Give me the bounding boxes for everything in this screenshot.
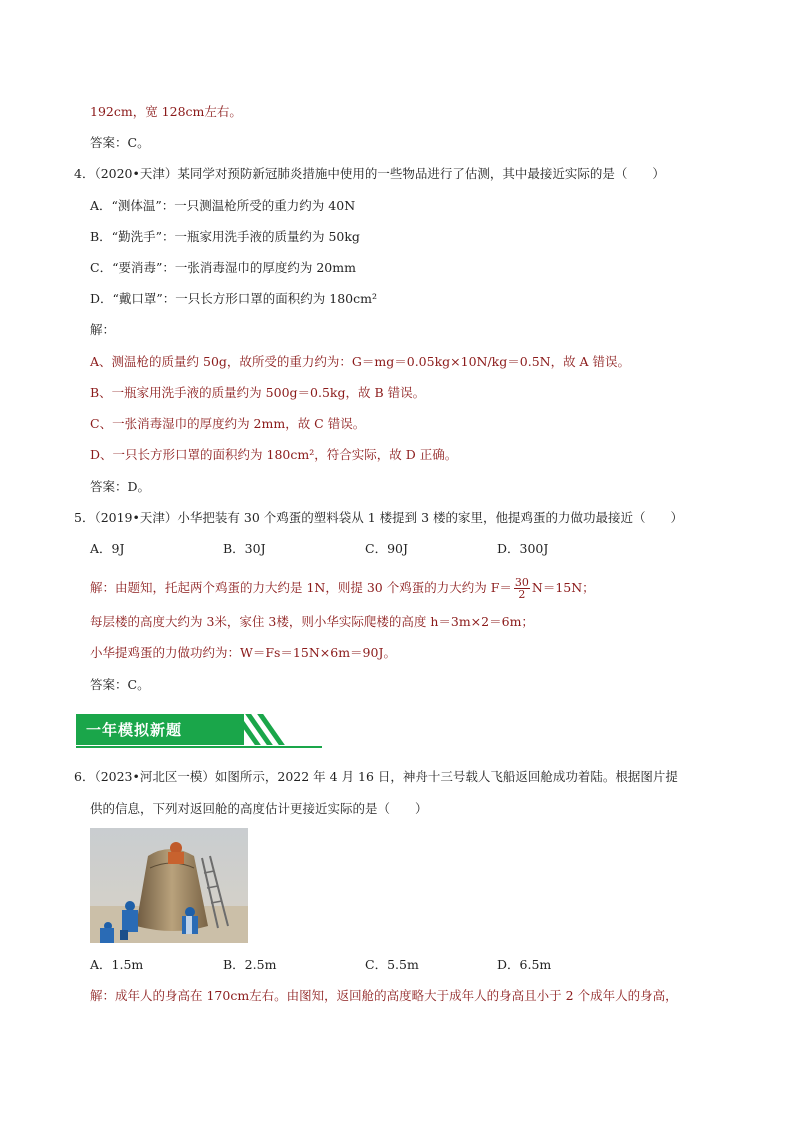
section-title: 一年模拟新题	[86, 721, 183, 739]
q4-option-c: C．“要消毒”：一张消毒湿巾的厚度约为 20mm	[90, 260, 356, 275]
q5-solution-line1	[90, 577, 595, 600]
fraction-numerator: 30	[514, 576, 529, 589]
q5-stem: 5．（2019•天津）小华把装有 30 个鸡蛋的塑料袋从 1 楼提到 3 楼的家里，他提鸡蛋的力做功最接近（ ）	[74, 510, 684, 525]
q5-option-b: B．30J	[223, 541, 266, 556]
q6-option-a: A．1.5m	[90, 957, 144, 972]
q4-solution-b: B、一瓶家用洗手液的质量约为 500g＝0.5kg，故 B 错误。	[90, 385, 426, 400]
q5-solution-line3: 小华提鸡蛋的力做功约为：W＝Fs＝15N×6m＝90J。	[90, 645, 396, 660]
q5-solution-line2: 每层楼的高度大约为 3米，家住 3楼，则小华实际爬楼的高度 h＝3m×2＝6m；	[90, 614, 534, 629]
fraction-denominator: 2	[518, 588, 526, 601]
fraction	[514, 577, 530, 600]
q6-stem-line1: 6．（2023•河北区一模）如图所示，2022 年 4 月 16 日，神舟十三号载人飞船返回舱成功着陆。根据图片提	[74, 769, 678, 784]
q6-option-c: C．5.5m	[365, 957, 419, 972]
return-capsule-photo	[90, 828, 248, 943]
q4-option-d: D．“戴口罩”：一只长方形口罩的面积约为 180cm²	[90, 291, 378, 306]
q4-answer: 答案：D。	[90, 479, 151, 494]
q5-option-d: D．300J	[497, 541, 549, 556]
q5-solution-text-b: N＝15N；	[531, 580, 595, 595]
q4-option-b: B．“勤洗手”：一瓶家用洗手液的质量约为 50kg	[90, 229, 360, 244]
q4-solution-d: D、一只长方形口罩的面积约为 180cm²，符合实际，故 D 正确。	[90, 447, 458, 462]
q6-solution: 解：成年人的身高在 170cm左右。由图知，返回舱的高度略大于成年人的身高且小于 2 个成年人的身高，	[90, 988, 678, 1003]
q5-option-a: A．9J	[90, 541, 125, 556]
prev-answer: 答案：C。	[90, 135, 150, 150]
q5-answer: 答案：C。	[90, 677, 150, 692]
section-banner	[76, 714, 322, 747]
q4-stem: 4．（2020•天津）某同学对预防新冠肺炎措施中使用的一些物品进行了估测，其中最接近实际的是（ ）	[74, 166, 665, 181]
q4-option-a: A．“测体温”：一只测温枪所受的重力约为 40N	[90, 198, 356, 213]
q6-stem-line2: 供的信息，下列对返回舱的高度估计更接近实际的是（ ）	[90, 801, 428, 816]
q4-solution-c: C、一张消毒湿巾的厚度约为 2mm，故 C 错误。	[90, 416, 366, 431]
section-underline	[76, 746, 322, 748]
q6-option-d: D．6.5m	[497, 957, 552, 972]
q5-option-c: C．90J	[365, 541, 408, 556]
q4-solution-label: 解：	[90, 322, 116, 337]
q6-option-b: B．2.5m	[223, 957, 277, 972]
prev-solution-tail: 192cm，宽 128cm左右。	[90, 104, 242, 119]
q5-solution-text-a: 解：由题知，托起两个鸡蛋的力大约是 1N，则提 30 个鸡蛋的力大约为 F＝	[90, 580, 512, 595]
q4-solution-a: A、测温枪的质量约 50g，故所受的重力约为：G＝mg＝0.05kg×10N/kg＝0.5N，故 A 错误。	[90, 354, 631, 369]
